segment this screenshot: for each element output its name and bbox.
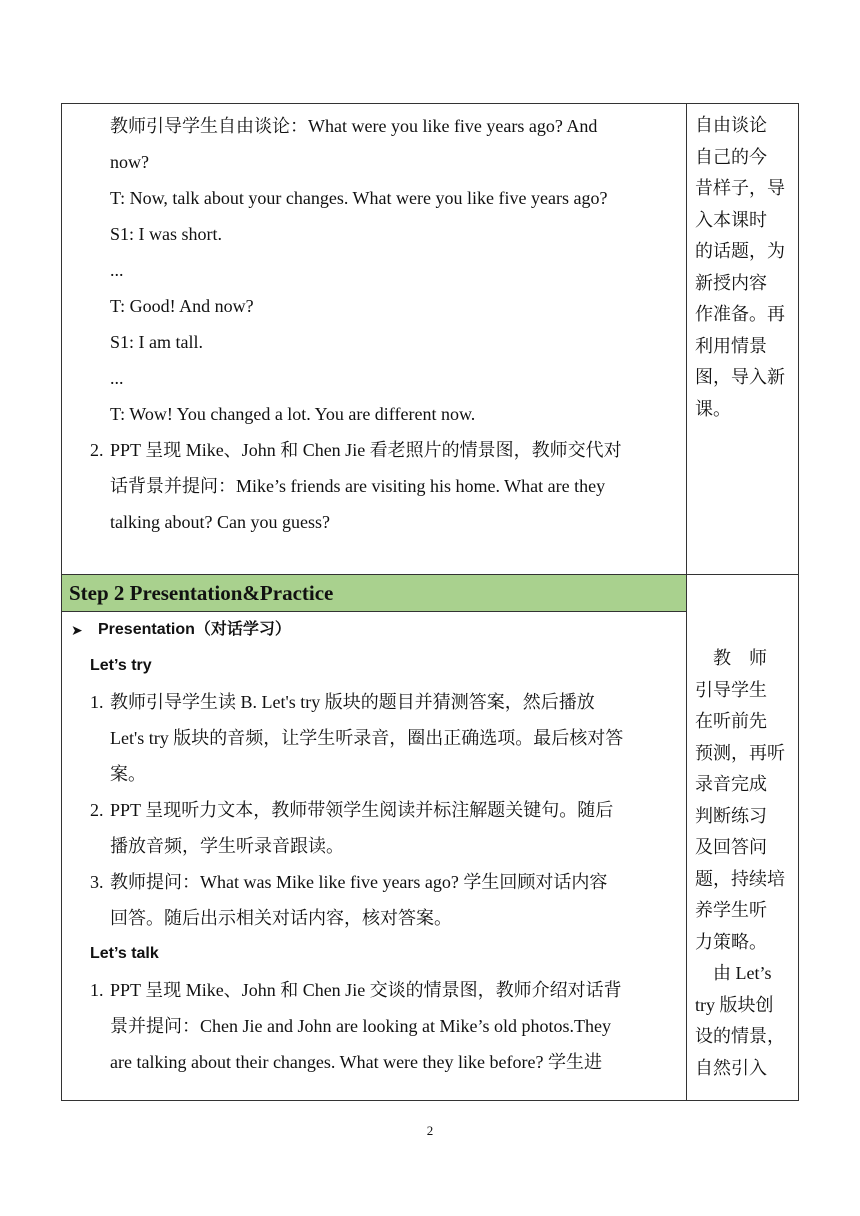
note-line: try 版块创 (695, 994, 774, 1015)
procedure-line: talking about? Can you guess? (110, 512, 330, 532)
procedure-cell (62, 104, 687, 575)
numbered-item (62, 792, 686, 828)
procedure-line: Let's try 版块的音频，让学生听录音，圈出正确选项。最后核对答 (110, 728, 624, 748)
note-line: 自然引入 (695, 1057, 767, 1078)
procedure-line: 案。 (110, 764, 146, 784)
procedure-line: now? (110, 152, 149, 172)
design-intent-note (687, 575, 798, 1084)
numbered-item (62, 684, 686, 720)
note-line: 及回答问 (695, 837, 767, 857)
lesson-plan-table (61, 103, 799, 1101)
procedure-line: 教师引导学生读 B. Let's try 版块的题目并猜测答案，然后播放 (110, 692, 595, 712)
note-line: 自己的今 (695, 146, 767, 167)
note-line: 教 师 (695, 648, 767, 668)
procedure-line: ... (110, 260, 124, 280)
note-line: 利用情景 (695, 335, 767, 356)
lets-talk-heading: Let’s talk (90, 945, 159, 962)
item-number: 2. (90, 440, 104, 460)
procedure-line: PPT 呈现 Mike、John 和 Chen Jie 交谈的情景图，教师介绍对话背 (110, 980, 622, 1000)
note-line: 养学生听 (695, 900, 767, 920)
procedure-cell (62, 575, 687, 1101)
note-line: 新授内容 (695, 272, 767, 293)
procedure-line: are talking about their changes. What were they like before? 学生进 (110, 1052, 602, 1072)
note-line: 在听前先 (695, 711, 767, 731)
note-line: 作准备。再 (695, 304, 785, 324)
note-line: 课。 (695, 398, 731, 419)
item-number: 3. (90, 872, 104, 892)
presentation-bullet (62, 612, 686, 648)
note-line: 设的情景， (695, 1026, 785, 1046)
note-line: 自由谈论 (695, 115, 767, 135)
numbered-item (62, 972, 686, 1008)
note-line: 预测，再听 (695, 742, 785, 763)
table-row (62, 104, 799, 575)
numbered-item (62, 864, 686, 900)
procedure-line: 话背景并提问：Mike’s friends are visiting his home. What are they (110, 476, 606, 496)
item-number: 1. (90, 692, 104, 712)
procedure-line: PPT 呈现听力文本，教师带领学生阅读并标注解题关键句。随后 (110, 800, 614, 820)
procedure-line: T: Wow! You changed a lot. You are different now. (110, 404, 476, 424)
note-line: 昔样子，导 (695, 178, 785, 198)
procedure-line: ... (110, 368, 124, 388)
page-number: 2 (426, 1123, 434, 1138)
numbered-item (62, 432, 686, 468)
table-row (62, 575, 799, 1101)
procedure-line: PPT 呈现 Mike、John 和 Chen Jie 看老照片的情景图，教师交代对 (110, 440, 622, 460)
procedure-line: 教师引导学生自由谈论：What were you like five years ago? And (110, 116, 598, 136)
note-line: 由 Let’s (695, 963, 772, 983)
note-line: 入本课时 (695, 209, 767, 230)
lets-try-heading: Let’s try (90, 657, 152, 674)
note-line: 力策略。 (695, 931, 767, 952)
procedure-line: 回答。随后出示相关对话内容，核对答案。 (110, 908, 452, 928)
note-line: 图，导入新 (695, 367, 785, 387)
item-number: 1. (90, 980, 104, 1000)
procedure-line: 景并提问：Chen Jie and John are looking at Mike’s old photos.They (110, 1016, 611, 1036)
procedure-line: T: Now, talk about your changes. What were you like five years ago? (110, 188, 608, 208)
note-line: 判断练习 (695, 805, 767, 826)
procedure-line: 教师提问：What was Mike like five years ago? 学生回顾对话内容 (110, 872, 608, 892)
design-intent-cell (687, 575, 799, 1101)
note-line: 的话题，为 (695, 241, 785, 261)
procedure-line: T: Good! And now? (110, 296, 254, 316)
note-line: 录音完成 (695, 774, 767, 794)
design-intent-note (687, 104, 798, 425)
note-line: 题，持续培 (695, 868, 785, 889)
procedure-line: 播放音频，学生听录音跟读。 (110, 836, 344, 856)
step-header: Step 2 Presentation&Practice (62, 575, 686, 612)
presentation-label: Presentation（对话学习） (98, 621, 291, 638)
note-line: 引导学生 (695, 679, 767, 700)
procedure-line: S1: I am tall. (110, 332, 203, 352)
design-intent-cell (687, 104, 799, 575)
item-number: 2. (90, 800, 104, 820)
arrow-bullet-icon: ➤ (71, 622, 83, 638)
procedure-line: S1: I was short. (110, 224, 222, 244)
